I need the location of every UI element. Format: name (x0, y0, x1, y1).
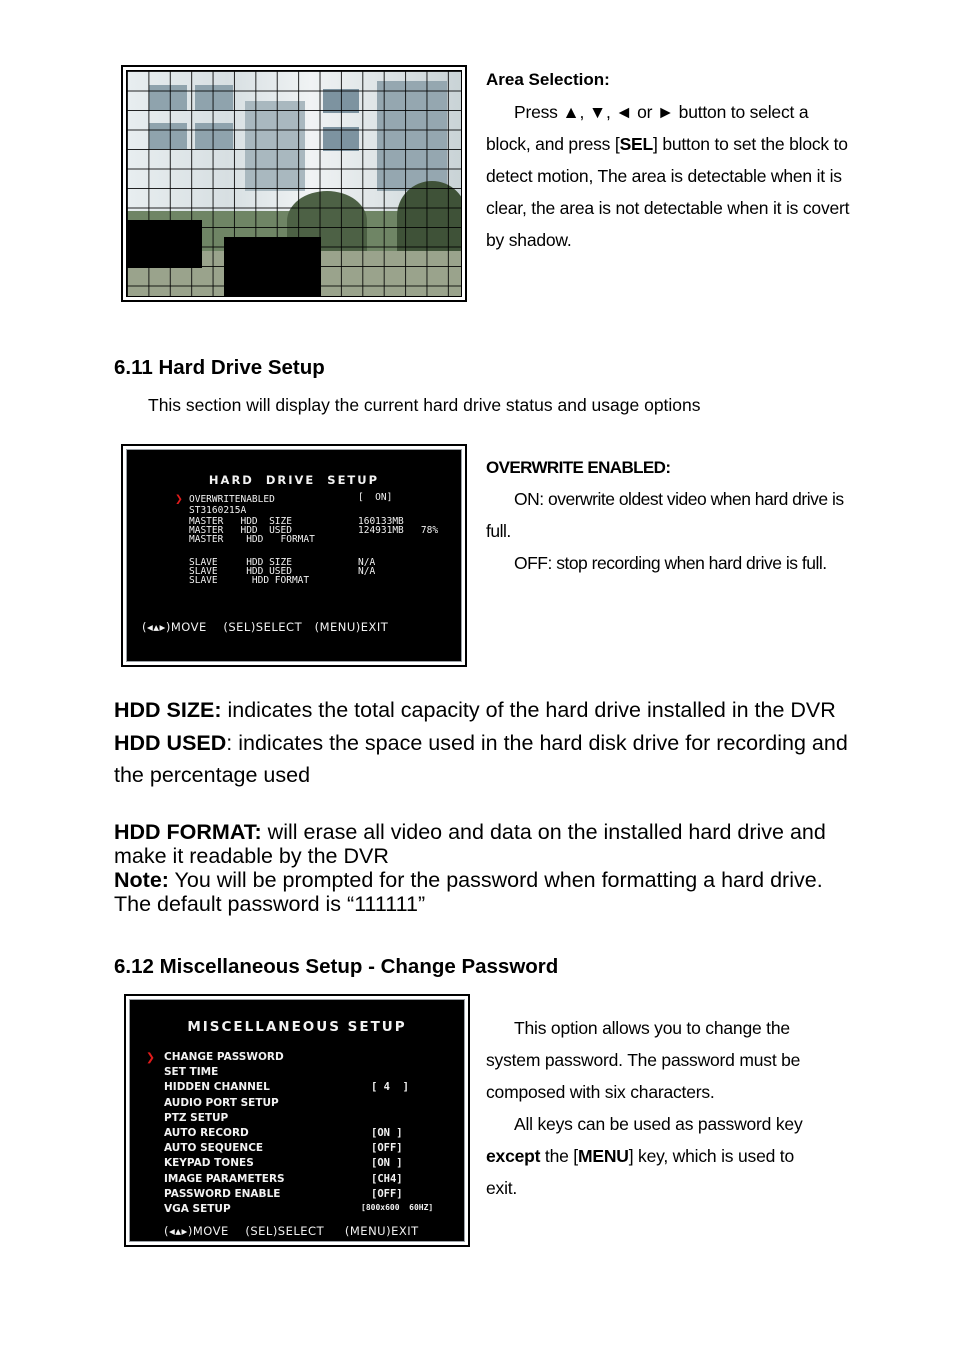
misc-menu-item: AUTO RECORD (164, 1127, 249, 1139)
misc-desc-line-5: except the [MENU] key, which is used to (486, 1146, 794, 1166)
format-and-note (114, 820, 914, 916)
hdd-menu-item: SLAVE HDD SIZE (189, 557, 292, 568)
misc-desc-line-1: This option allows you to change the (514, 1018, 790, 1038)
misc-menu-item: KEYPAD TONES (164, 1157, 254, 1170)
hdd-used-definition: HDD USED: indicates the space used in the hard disk drive for recording and (114, 730, 848, 755)
misc-menu-item: HIDDEN CHANNEL (164, 1081, 270, 1094)
area-selection-line-5: by shadow. (486, 230, 572, 250)
change-password-description (486, 1012, 886, 1204)
misc-menu-value: [800x600 60HZ] (361, 1203, 434, 1212)
hdd-menu-value: N/A (358, 557, 376, 568)
motion-area-grid-image (121, 65, 467, 302)
misc-setup-screen (124, 994, 470, 1247)
area-selection-line-1: Press ▲, ▼, ◄ or ► button to select a (514, 102, 809, 122)
password-note: Note: You will be prompted for the password when formatting a hard drive. (114, 868, 823, 892)
hdd-setup-screen (121, 444, 467, 667)
hard-drive-setup-title: 6.11 Hard Drive Setup (114, 356, 325, 379)
selection-arrow-icon: ❯ (146, 1048, 156, 1066)
misc-osd-footer: (◂▴▸)MOVE (SEL)SELECT (MENU)EXIT (164, 1224, 419, 1238)
misc-menu-item: CHANGE PASSWORD (164, 1051, 284, 1063)
hdd-menu-item: SLAVE HDD FORMAT (189, 575, 310, 586)
area-selection-line-4: clear, the area is not detectable when it is covert (486, 198, 850, 218)
misc-menu-item: AUTO SEQUENCE (164, 1142, 264, 1155)
misc-menu-item: VGA SETUP (164, 1203, 231, 1215)
misc-menu-item: IMAGE PARAMETERS (164, 1172, 285, 1185)
misc-menu-item: SET TIME (164, 1066, 219, 1079)
misc-desc-line-4: All keys can be used as password key (514, 1114, 803, 1134)
hdd-format-definition: HDD FORMAT: will erase all video and data on the installed hard drive and (114, 820, 826, 844)
overwrite-description (486, 483, 886, 579)
hdd-menu-item: MASTER HDD FORMAT (189, 534, 315, 545)
hdd-menu-value: 124931MB 78% (358, 525, 439, 536)
misc-menu-item: AUDIO PORT SETUP (164, 1096, 279, 1109)
hdd-format-definition-cont: make it readable by the DVR (114, 844, 389, 868)
misc-menu-value: [ON ] (371, 1127, 403, 1139)
hdd-menu-value: 160133MB (358, 516, 404, 527)
misc-menu-value: [ 4 ] (371, 1081, 409, 1094)
hdd-osd-header: HARD DRIVE SETUP (208, 473, 380, 487)
hdd-osd-display (126, 449, 462, 662)
misc-menu-value: [OFF] (371, 1187, 403, 1200)
overwrite-on-line-1: ON: overwrite oldest video when hard drive is (514, 489, 844, 509)
area-selection-line-2: block, and press [SEL] button to set the block to (486, 134, 848, 154)
overwrite-off-line: OFF: stop recording when hard drive is full. (514, 553, 827, 573)
hdd-size-definition: HDD SIZE: indicates the total capacity of the hard drive installed in the DVR (114, 698, 836, 722)
area-selection-line-3: detect motion, The area is detectable when it is (486, 166, 842, 186)
hard-drive-intro: This section will display the current hard drive status and usage options (148, 395, 701, 415)
misc-desc-line-2: system password. The password must be (486, 1050, 801, 1070)
hdd-menu-item: MASTER HDD USED (189, 525, 292, 536)
hdd-menu-item: OVERWRITENABLED (189, 494, 275, 505)
hdd-menu-value: N/A (358, 566, 376, 577)
misc-menu-value: [CH4] (371, 1172, 403, 1185)
direction-pad-icon: ◂▴▸ (147, 620, 166, 634)
misc-menu-item: PTZ SETUP (164, 1111, 229, 1124)
area-selection-heading: Area Selection: (486, 70, 610, 89)
selection-arrow-icon: ❯ (175, 492, 183, 507)
overwrite-enabled-heading: OVERWRITE ENABLED: (486, 458, 671, 477)
password-note-cont: The default password is “111111” (114, 892, 426, 916)
hdd-used-definition-cont: the percentage used (114, 763, 311, 787)
hdd-menu-item: SLAVE HDD USED (189, 566, 292, 577)
misc-menu-item: PASSWORD ENABLE (164, 1187, 281, 1200)
hdd-osd-footer: (◂▴▸)MOVE (SEL)SELECT (MENU)EXIT (142, 620, 389, 634)
misc-desc-line-3: composed with six characters. (486, 1082, 715, 1102)
hdd-definitions (114, 694, 914, 792)
overwrite-on-line-2: full. (486, 521, 511, 541)
misc-desc-line-6: exit. (486, 1178, 518, 1198)
hdd-menu-item: ST3160215A (189, 505, 247, 516)
sel-key: SEL (619, 134, 653, 154)
area-selection-description (486, 96, 886, 256)
misc-menu-value: [ON ] (371, 1157, 403, 1170)
building-photo (126, 70, 462, 297)
hdd-menu-value: [ ON] (358, 492, 393, 503)
hdd-menu-item: MASTER HDD SIZE (189, 516, 292, 527)
misc-osd-header: MISCELLANEOUS SETUP (187, 1019, 407, 1035)
misc-setup-title: 6.12 Miscellaneous Setup - Change Password (114, 955, 559, 978)
misc-menu-value: [OFF] (371, 1142, 403, 1155)
direction-pad-icon: ◂▴▸ (169, 1224, 188, 1238)
misc-osd-display (129, 999, 465, 1242)
